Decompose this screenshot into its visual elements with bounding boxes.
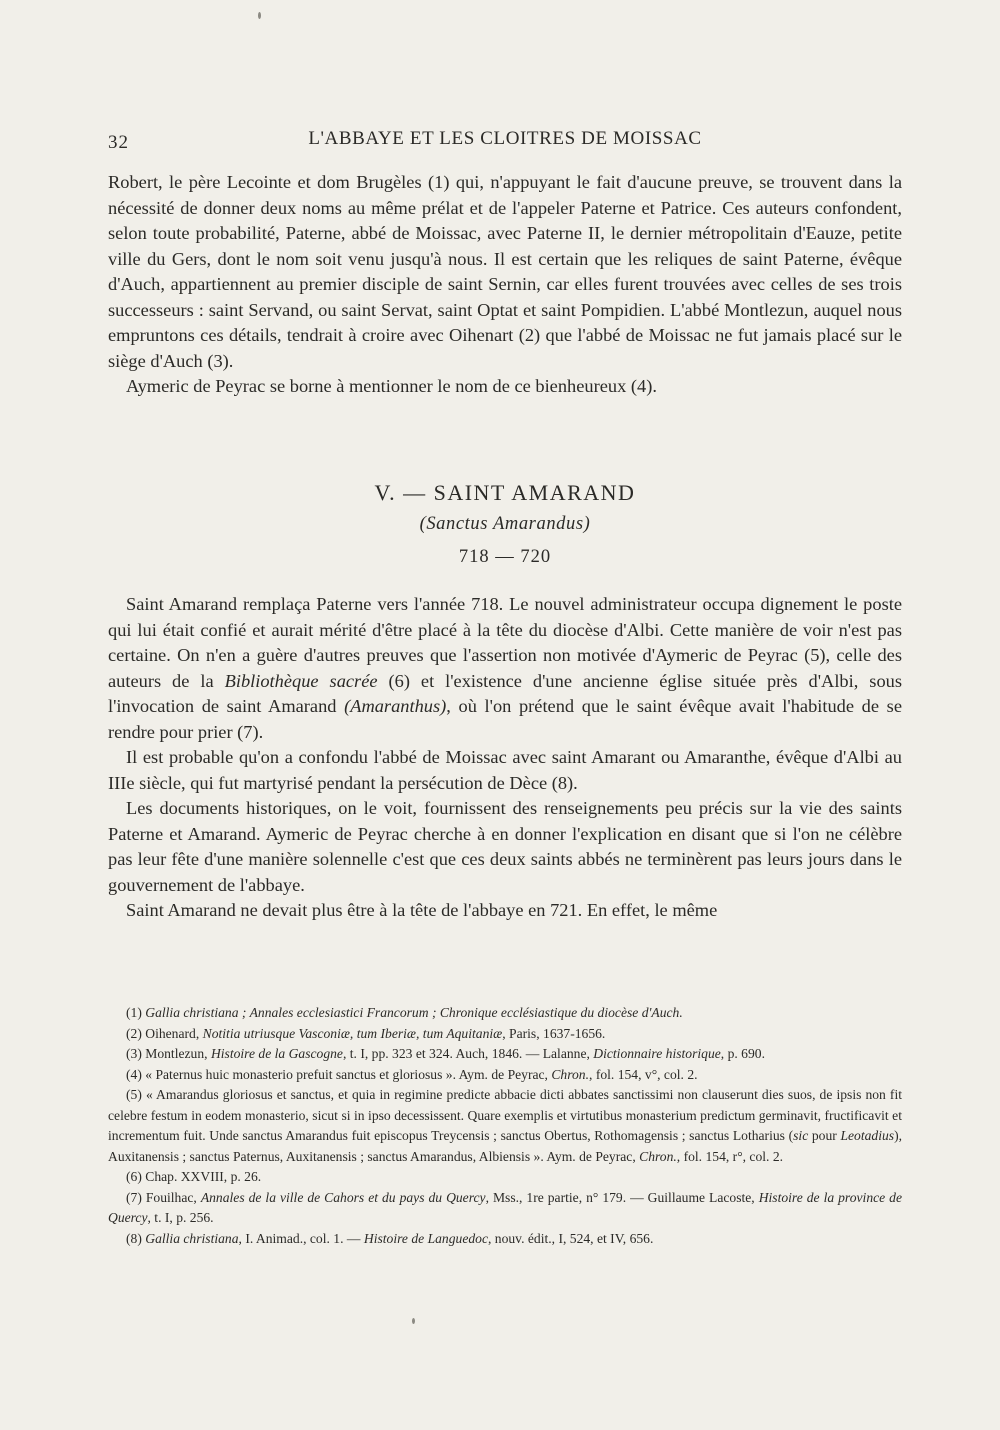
text-run: « Amarandus gloriosus et sanctus, et quia in regimine predicte abbacie dicti abbates sanctissimi non clauserunt dies suos, de ipsis non fit celebre festum in eodem monasterio, sicut si in ipso decessissent. Quare exemplis et virtutibus monasterium predictum germinavit, fructificavit et incrementum fuit. Unde sanctus Amarandus fuit episcopus Treycensis ; sanctus Obertus, Rothomagensis ; sanctus Lotharius ( [108,1087,903,1143]
text-run: Notitia utriusque Vasconiæ, tum Iberiæ, tum Aquitaniæ [202,1025,503,1041]
section-dates: 718 — 720 [458,547,552,567]
footnote-3 [108,1044,902,1065]
text-run: « Paternus huic monasterio prefuit sanctus et gloriosus ». Aym. de Peyrac, [145,1066,552,1082]
main-text-block [108,592,902,924]
footnote-6 [108,1167,902,1188]
footnote-5 [108,1085,902,1167]
text-run: Dictionnaire historique [593,1046,721,1061]
text-run: Fouilhac, [145,1189,201,1205]
text-run: Histoire de Languedoc [363,1230,488,1246]
paragraph-amarand-3: Les documents historiques, on le voit, fournissent des renseignements peu précis sur la vie des saints Paterne et Amarand. Aymeric de Peyrac cherche à en donner l'explication en disant que si l'on ne célèbre pas leur fête d'une manière solennelle c'est que ces deux saints abbés ne terminèrent pas leurs jours dans le gouvernement de l'abbaye. [108,798,902,895]
text-run: (6) et l'existence d'une ancienne église située près d'Albi, sous l'invocation de saint Amarand [108,670,902,716]
text-run: Annales de la ville de Cahors et du pays du Quercy [200,1189,486,1205]
text-run: , I. Animad., col. 1. — [238,1230,364,1246]
text-run: Gallia christiana [145,1230,239,1246]
section-subtitle: (Sanctus Amarandus) [419,514,591,534]
text-run: , p. 690. [720,1046,765,1061]
text-run: Saint Amarand remplaça Paterne vers l'année 718. Le nouvel administrateur occupa dignement le poste qui lui était confié et aurait mérité d'être placé à la tête du diocèse d'Albi. Cette manière de voir n'est pas certaine. On n'en a guère d'autres preuves que l'assertion non motivée d'Aymeric de Peyrac (5), celle des auteurs de la [108,594,902,691]
footnote-1 [108,1003,902,1024]
footnotes [108,1003,902,1249]
footnote-4 [108,1065,902,1086]
footnote-2 [108,1024,902,1045]
text-run: , où l'on prétend que le saint évêque avait l'habitude de se rendre pour prier (7). [108,696,902,742]
text-run: , fol. 154, r°, col. 2. [676,1148,784,1164]
text-run: sic [793,1128,809,1143]
italic-title: Bibliothèque sacrée [224,670,378,691]
footnote-number: (2) [126,1025,146,1041]
footnote-number: (1) [126,1005,146,1020]
text-run: , t. I, p. 256. [147,1210,214,1225]
paragraph-amarand-1 [108,592,902,745]
footnote-number: (6) [126,1169,146,1184]
footnote-number: (3) [126,1046,146,1061]
text-run: , Mss., 1re partie, n° 179. — Guillaume Lacoste, [485,1189,759,1205]
text-run: Chron. [551,1066,590,1082]
text-run: Histoire de la Gascogne [210,1046,343,1061]
text-run: Leotadius [840,1128,895,1143]
paragraph-paterne-continued: Robert, le père Lecointe et dom Brugèles (1) qui, n'appuyant le fait d'aucune preuve, se trouvent dans la nécessité de donner deux noms au même prélat et de l'appeler Paterne et Patrice. Ces auteurs confondent, selon toute probabilité, Paterne, abbé de Moissac, avec Paterne II, le dernier métropolitain d'Eauze, petite ville du Gers, dont le nom soit venu jusqu'à nous. Il est certain que les reliques de saint Paterne, évêque d'Auch, appartiennent au premier disciple de saint Sernin, car elles furent trouvées avec celles de ses trois successeurs : saint Servand, ou saint Servat, saint Optat et saint Pompidien. L'abbé Montlezun, auquel nous empruntons ces détails, tendrait à croire avec Oihenart (2) que l'abbé de Moissac ne fut jamais placé sur le siège d'Auch (3). [108,172,902,371]
text-run: pour [808,1128,841,1143]
paper-speck [412,1318,415,1324]
page-number: 32 [108,132,129,153]
text-run: , nouv. édit., I, 524, et IV, 656. [487,1230,654,1246]
footnote-8 [108,1229,902,1250]
running-head [108,128,902,158]
footnote-number: (5) [126,1087,146,1102]
text-run: Montlezun, [145,1046,211,1061]
italic-name: (Amaranthus) [344,696,447,716]
text-run: , t. I, pp. 323 et 324. Auch, 1846. — Lalanne, [342,1046,594,1061]
text-run: Chron. [639,1148,677,1164]
footnote-number: (7) [126,1189,146,1205]
paragraph-amarand-2: Il est probable qu'on a confondu l'abbé de Moissac avec saint Amarant ou Amaranthe, évêque d'Albi au IIIe siècle, qui fut martyrisé pendant la persécution de Dèce (8). [108,747,902,793]
text-run: ), Auxitanensis ; sanctus Paternus, Auxitanensis ; sanctus Amarandus, Albiensis ». Aym. de Peyrac, [108,1128,902,1164]
top-text-block [108,170,902,400]
footnote-7 [108,1188,902,1229]
text-run: , Paris, 1637-1656. [502,1025,606,1041]
footnote-number: (8) [126,1230,146,1246]
paper-speck [258,12,261,19]
running-title: L'ABBAYE ET LES CLOITRES DE MOISSAC [308,128,702,149]
text-run: Chap. XXVIII, p. 26. [145,1169,262,1184]
paragraph-amarand-4: Saint Amarand ne devait plus être à la tête de l'abbaye en 721. En effet, le même [126,900,718,920]
text-run: , fol. 154, v°, col. 2. [589,1066,698,1082]
footnote-number: (4) [126,1066,146,1082]
text-run: Oihenard, [145,1025,203,1041]
text-run: Gallia christiana ; Annales ecclesiastici Francorum ; Chronique ecclésiastique du diocèse d'Auch. [145,1005,683,1020]
text-run: Histoire de la province de Quercy [108,1189,902,1225]
paragraph-aymeric: Aymeric de Peyrac se borne à mentionner le nom de ce bienheureux (4). [126,376,657,396]
section-title: V. — SAINT AMARAND [374,480,636,505]
